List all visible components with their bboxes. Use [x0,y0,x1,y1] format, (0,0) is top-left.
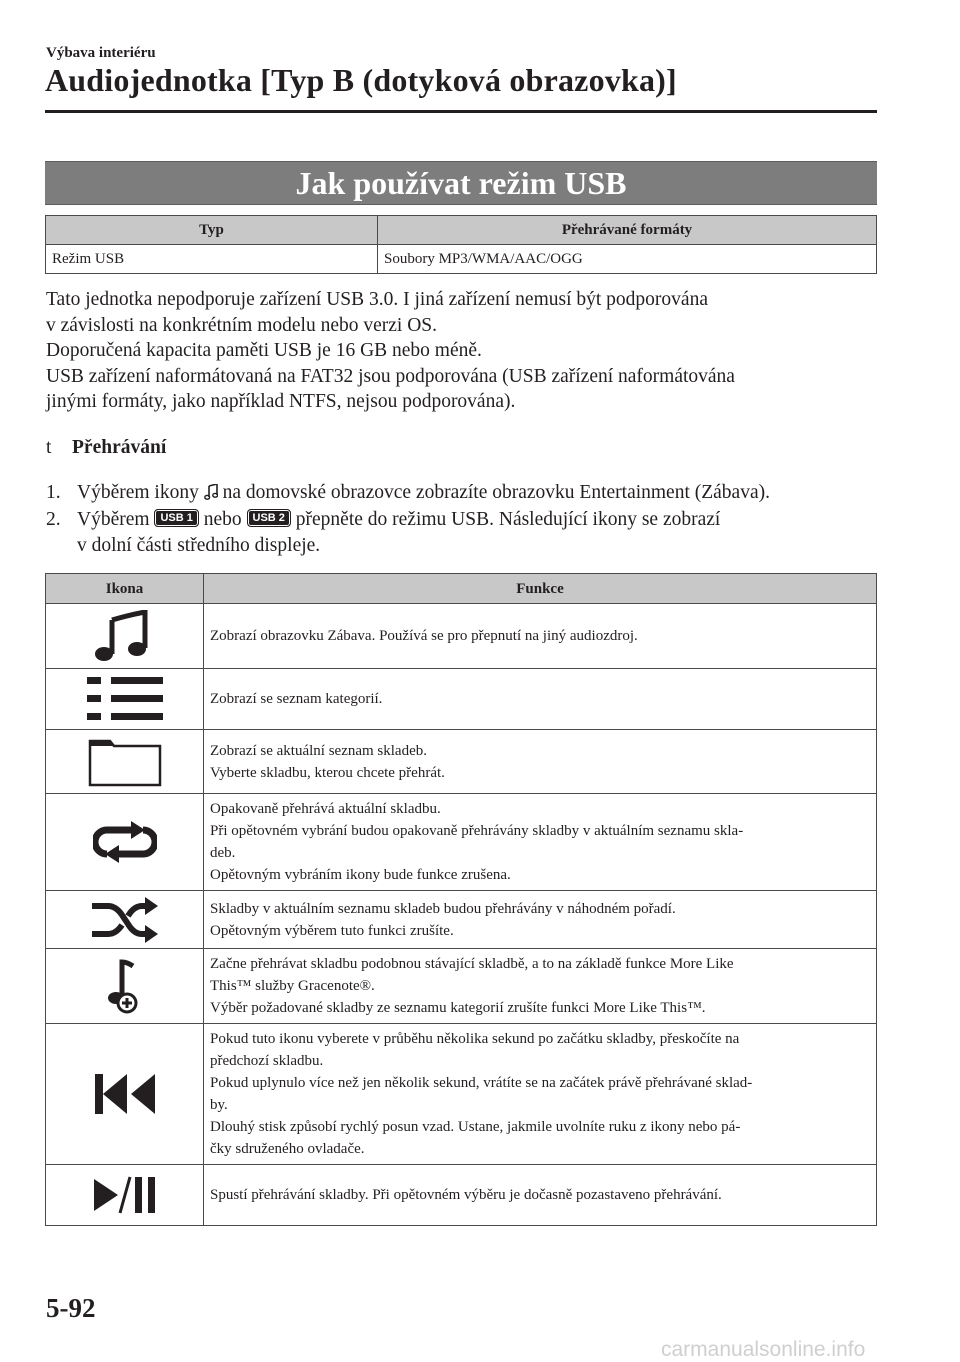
header-divider [45,110,877,113]
shuffle-icon [90,897,160,943]
function-text: Zobrazí obrazovku Zábava. Používá se pro přepnutí na jiný audiozdroj. [210,628,638,644]
format-table-header [46,216,877,245]
table-row [46,1165,877,1226]
function-text: deb. [210,845,236,861]
table-row [46,245,877,274]
function-col-header: Funkce [204,574,877,604]
paragraph-line: v závislosti na konkrétním modelu nebo verzi OS. [46,314,438,336]
function-text-part: This™ služby Gracenote®. [210,978,375,994]
format-col-formats: Přehrávané formáty [378,216,877,245]
function-text: čky sdruženého ovladače. [210,1141,365,1157]
subheading-playback [46,437,166,459]
function-text: by. [210,1097,228,1113]
table-row [46,949,877,1024]
format-cell-type: Režim USB [46,245,378,274]
format-table [45,215,877,274]
icon-table-header [46,574,877,604]
steps-list [46,480,886,560]
function-text: Vyberte skladbu, kterou chcete přehrát. [210,764,445,781]
list-item [46,507,886,559]
table-row [46,730,877,794]
repeat-icon [93,820,157,864]
intro-paragraph [46,287,886,415]
function-text: předchozí skladbu. [210,1053,324,1069]
function-text: Spustí přehrávání skladby. Při opětovném výběru je dočasně pozastaveno přehrávání. [210,1187,722,1203]
more-like-this-icon [105,958,145,1014]
icon-col-header: Ikona [46,574,204,604]
function-text: Opětovným výběrem tuto funkci zrušíte. [210,922,454,939]
music-note-icon [204,484,218,500]
function-text [210,975,870,997]
function-text: Opětovným vybráním ikony bude funkce zrušena. [210,867,511,883]
function-text: Pokud tuto ikonu vyberete v průběhu několika sekund po začátku skladby, přeskočíte na [210,1031,740,1047]
step-number: 2. [46,509,61,530]
step-number: 1. [46,482,61,503]
paragraph-line: Doporučená kapacita paměti USB je 16 GB nebo méně. [46,340,482,361]
format-cell-formats: Soubory MP3/WMA/AAC/OGG [378,245,877,274]
table-row [46,669,877,730]
paragraph-line: USB zařízení naformátovaná na FAT32 jsou podporována (USB zařízení naformátována [46,365,735,387]
play-pause-icon [92,1175,158,1215]
usb1-button-label: USB 1 [154,509,198,527]
paragraph-line: jinými formáty, jako například NTFS, nejsou podporována). [46,391,516,412]
function-text: Pokud uplynulo více než jen několik sekund, vrátíte se na začátek právě přehrávané sklad- [210,1075,753,1091]
icon-table [45,573,877,1226]
step-text-part: Výběrem ikony [77,482,199,503]
page-number: 5-92 [46,1293,96,1323]
subheading-bullet: t [46,437,52,458]
function-text: Opakovaně přehrává aktuální skladbu. [210,801,441,817]
function-text: Zobrazí se aktuální seznam skladeb. [210,742,428,759]
paragraph-line: Tato jednotka nepodporuje zařízení USB 3.0. I jiná zařízení nemusí být podporována [46,289,708,310]
section-label: Výbava interiéru [46,45,156,61]
folder-icon [88,737,162,787]
function-text: Skladby v aktuálním seznamu skladeb budou přehrávány v náhodném pořadí. [210,900,676,917]
function-text: Zobrazí se seznam kategorií. [210,691,383,707]
watermark: carmanualsonline.info [661,1338,866,1361]
step-text-part: v dolní části středního displeje. [77,535,321,556]
page-title: Audiojednotka [Typ B (dotyková obrazovka)] [45,62,677,98]
list-icon [85,674,165,724]
function-text: Začne přehrávat skladbu podobnou stávající skladbě, a to na základě funkce More Like [210,956,734,972]
music-note-icon [93,610,157,662]
function-text: Při opětovném vybrání budou opakovaně přehrávány skladby v aktuálním seznamu skla- [210,823,744,839]
table-row [46,604,877,669]
table-row [46,794,877,891]
step-text-part: na domovské obrazovce zobrazíte obrazovku Entertainment (Zábava). [222,482,770,503]
table-row [46,891,877,949]
step-text-part: Výběrem [77,509,150,530]
subheading-text: Přehrávání [72,437,167,458]
list-item [46,480,886,506]
function-text: Výběr požadované skladby ze seznamu kategorií zrušíte funkci More Like This™. [210,1000,706,1016]
format-col-type: Typ [46,216,378,245]
step-text-part: přepněte do režimu USB. Následující ikony se zobrazí [295,509,721,530]
step-text [77,507,886,559]
skip-back-icon [93,1072,157,1116]
section-banner: Jak používat režim USB [45,161,877,205]
step-text-part: nebo [203,509,242,530]
usb2-button-label: USB 2 [247,509,291,527]
step-text [77,480,886,506]
function-text: Dlouhý stisk způsobí rychlý posun vzad. Ustane, jakmile uvolníte ruku z ikony nebo pá- [210,1119,741,1135]
table-row [46,1024,877,1165]
